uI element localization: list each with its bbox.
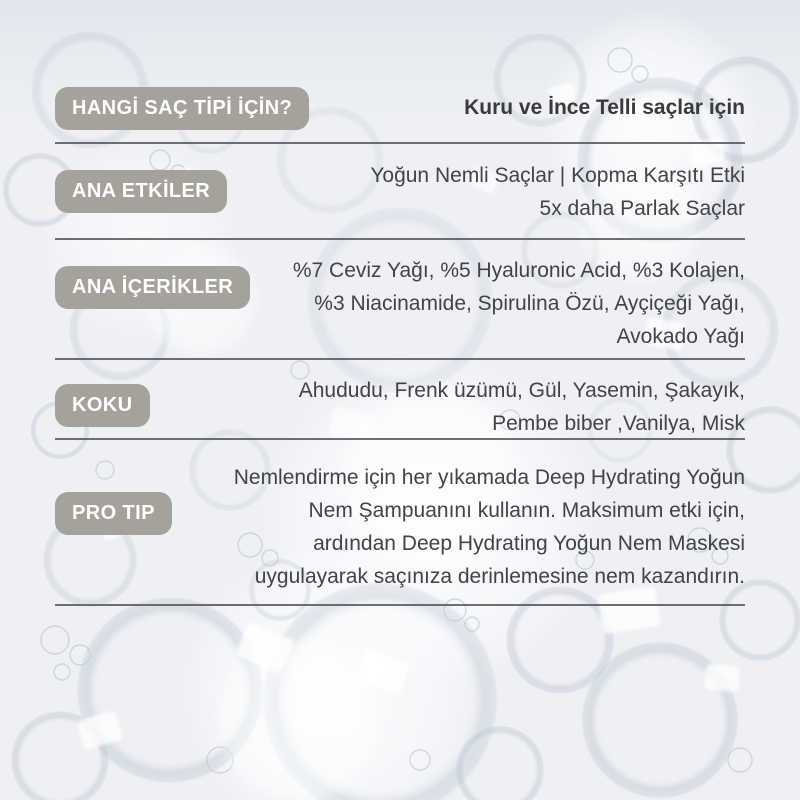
main-effects-label-badge: ANA ETKİLER <box>55 170 227 213</box>
info-row-main-ingredients <box>55 254 745 353</box>
divider <box>55 238 745 240</box>
info-row-main-effects <box>55 159 745 225</box>
info-text-line: Pembe biber ,Vanilya, Misk <box>492 412 745 435</box>
divider <box>55 604 745 606</box>
info-text-line: %7 Ceviz Yağı, %5 Hyaluronic Acid, %3 Kolajen, <box>292 259 745 282</box>
info-text-line: %3 Niacinamide, Spirulina Özü, Ayçiçeği Yağı, <box>314 292 745 315</box>
divider <box>55 358 745 360</box>
info-row-scent <box>55 374 745 440</box>
info-text-line: Nem Şampuanını kullanın. Maksimum etki için, <box>308 499 745 522</box>
info-text-line: ardından Deep Hydrating Yoğun Nem Maskesi <box>313 532 745 555</box>
info-row-pro-tip <box>55 461 745 593</box>
scent-value <box>55 374 745 440</box>
info-text-line: Yoğun Nemli Saçlar | Kopma Karşıtı Etki <box>370 164 745 187</box>
info-text-line: Avokado Yağı <box>616 325 745 348</box>
info-text-line: Nemlendirme için her yıkamada Deep Hydrating Yoğun <box>233 466 745 489</box>
divider <box>55 142 745 144</box>
hair-type-label-badge: HANGİ SAÇ TİPİ İÇİN? <box>55 87 309 130</box>
scent-label-badge: KOKU <box>55 384 150 427</box>
info-text-line: Ahududu, Frenk üzümü, Gül, Yasemin, Şakayık, <box>298 379 745 402</box>
pro-tip-label-badge: PRO TIP <box>55 492 172 535</box>
info-text-line: uygulayarak saçınıza derinlemesine nem kazandırın. <box>254 565 745 588</box>
info-text-line: Kuru ve İnce Telli saçlar için <box>464 96 745 119</box>
main-ingredients-label-badge: ANA İÇERİKLER <box>55 266 250 309</box>
info-row-hair-type <box>55 87 745 128</box>
divider <box>55 438 745 440</box>
info-text-line: 5x daha Parlak Saçlar <box>539 197 745 220</box>
